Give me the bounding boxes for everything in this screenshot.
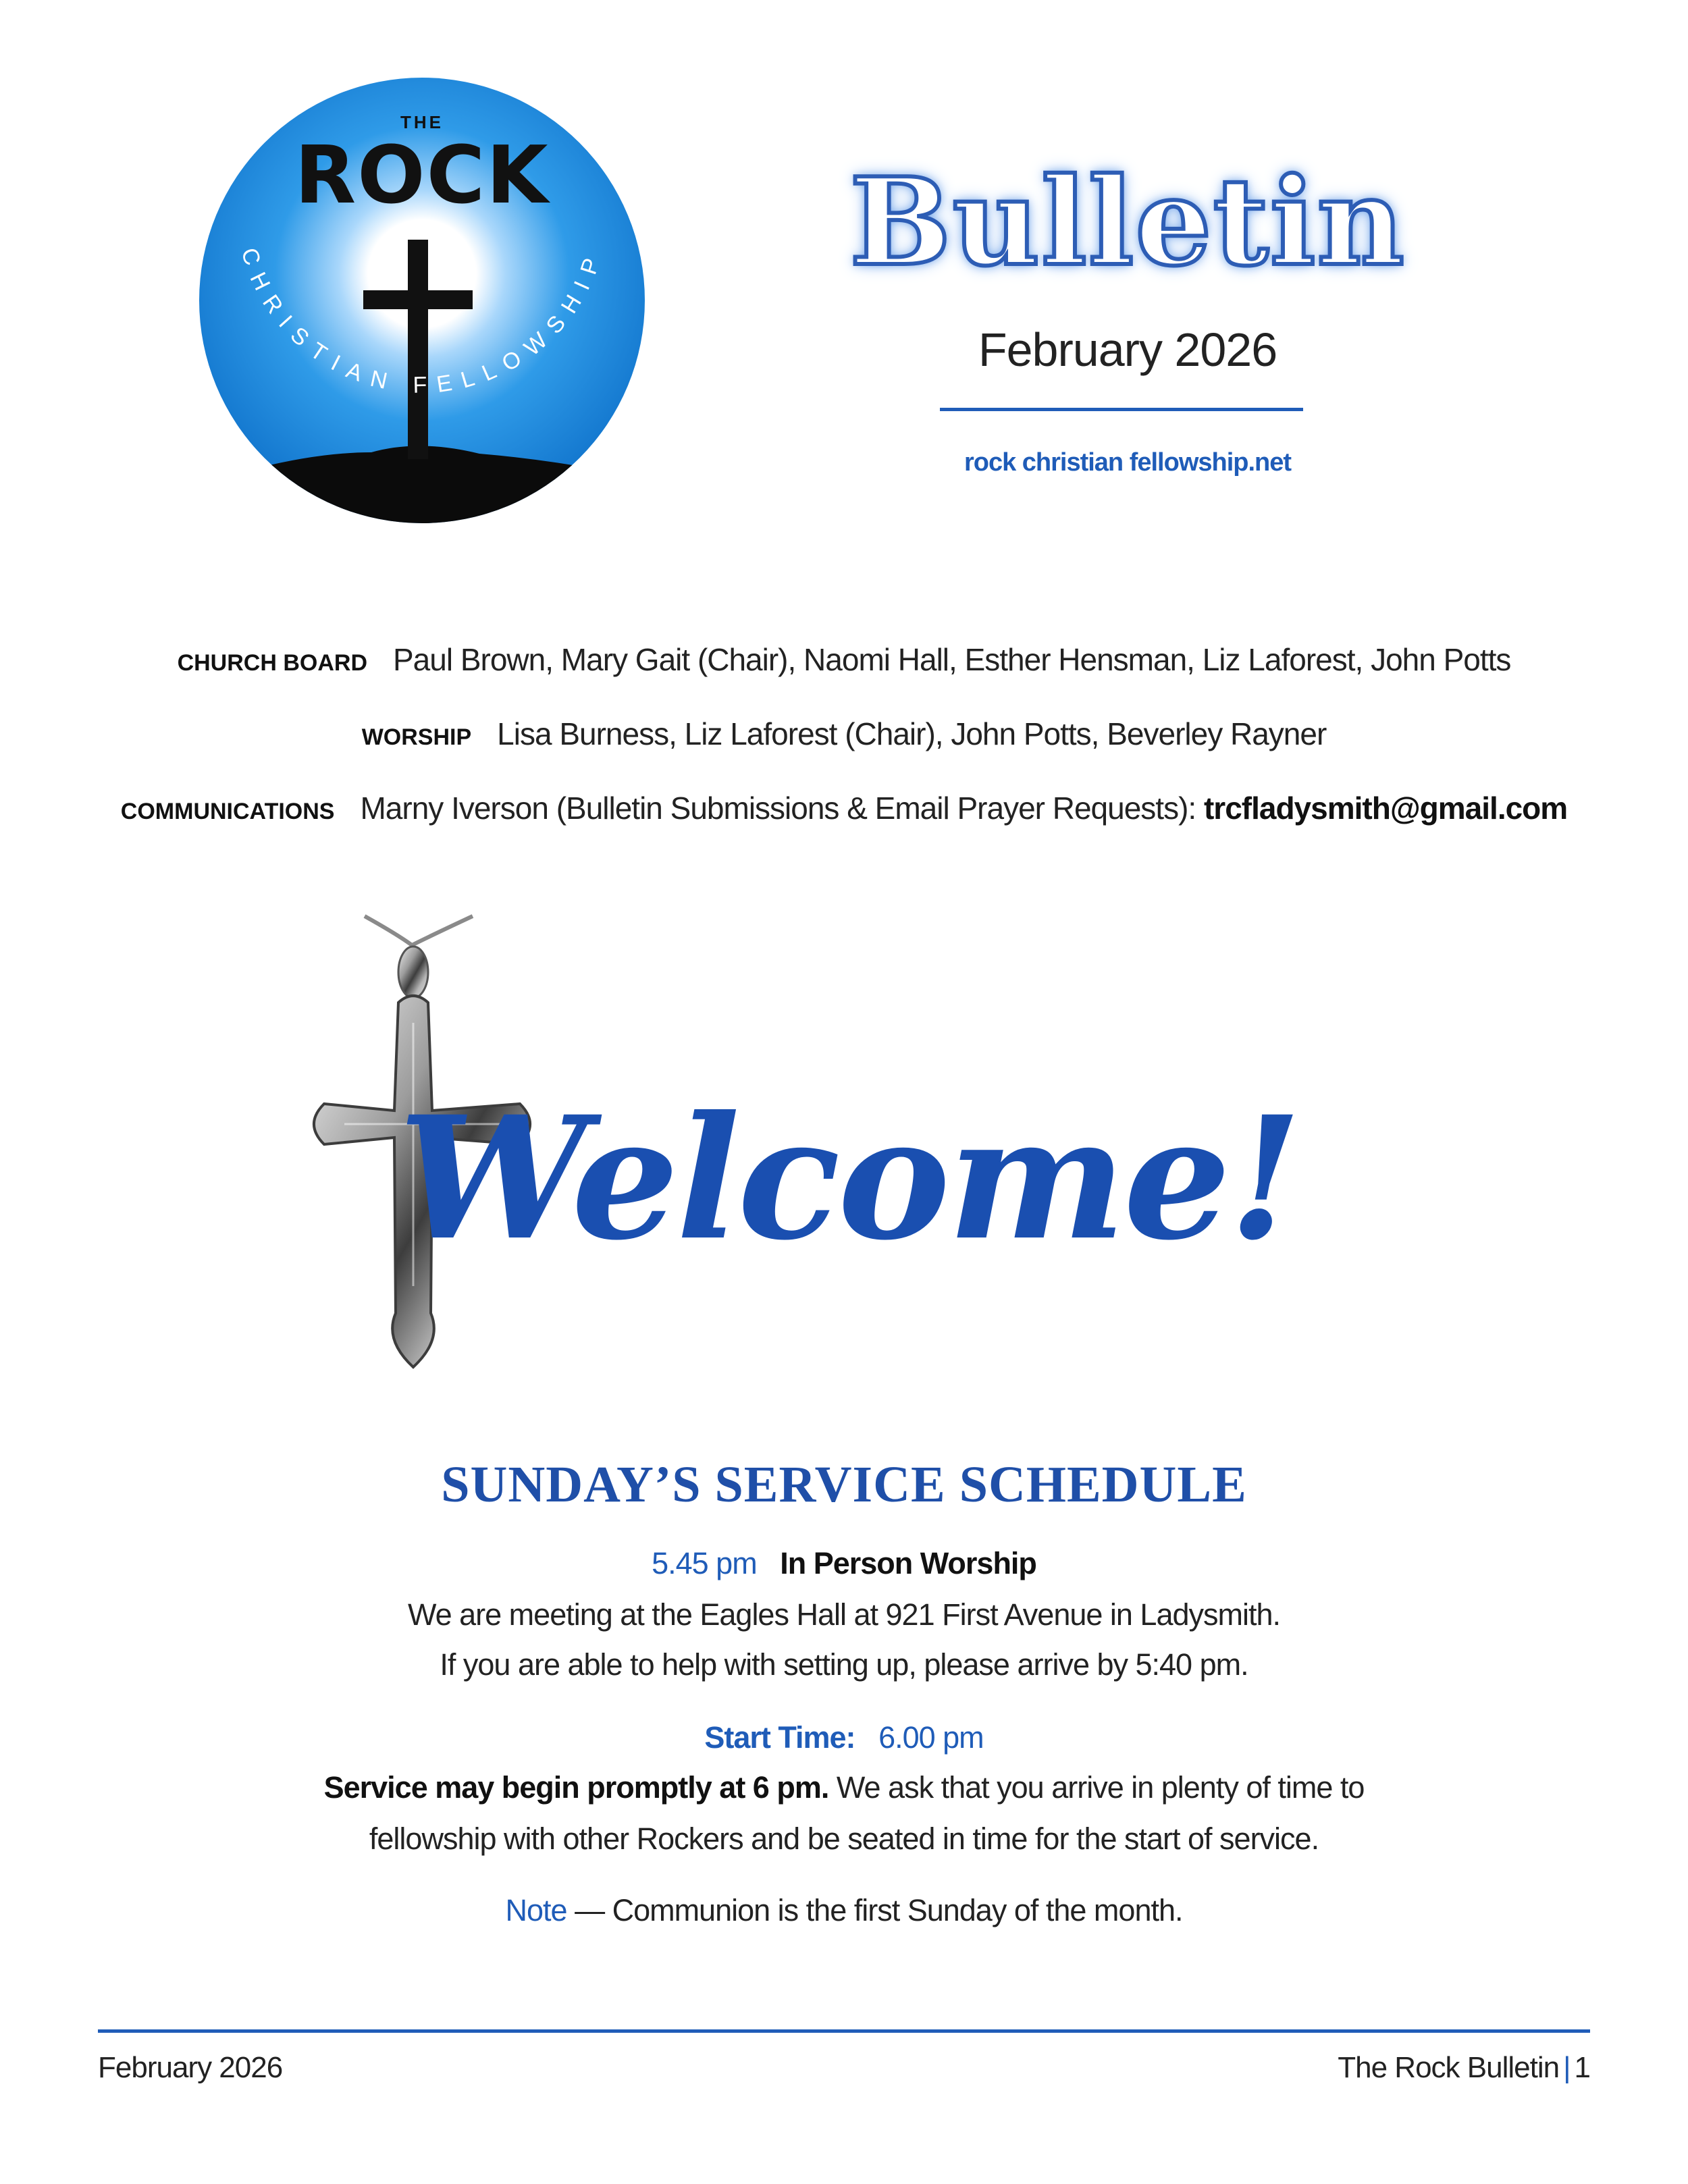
footer-date: February 2026: [98, 2051, 283, 2084]
communications-label: COMMUNICATIONS: [120, 799, 335, 824]
welcome-heading: Welcome!: [398, 1079, 1300, 1277]
in-person-title: In Person Worship: [780, 1546, 1036, 1580]
prompt-start-bold: Service may begin promptly at 6 pm.: [323, 1770, 829, 1805]
communications-email[interactable]: trcfladysmith@gmail.com: [1203, 791, 1568, 826]
note-label: Note: [505, 1893, 567, 1927]
bulletin-title: Bulletin: [849, 151, 1406, 292]
communications-line: [0, 790, 1688, 826]
logo-cross-vertical: [408, 240, 428, 459]
church-board-label: CHURCH BOARD: [177, 650, 367, 676]
fellowship-line: fellowship with other Rockers and be seated in time for the start of service.: [369, 1821, 1319, 1856]
communion-note: [0, 1893, 1688, 1928]
footer-publication-name: The Rock Bulletin: [1338, 2051, 1560, 2084]
footer-publication: [1338, 2051, 1590, 2085]
communications-members: Marny Iverson (Bulletin Submissions & Email Prayer Requests):: [360, 791, 1196, 826]
meeting-location: We are meeting at the Eagles Hall at 921 First Avenue in Ladysmith.: [407, 1597, 1281, 1632]
logo-ring-text: CHRISTIAN FELLOWSHIP: [236, 244, 608, 398]
footer-separator: |: [1563, 2051, 1571, 2084]
logo-rock-text: ROCK: [294, 128, 550, 221]
in-person-worship-line: [0, 1546, 1688, 1581]
rock-christian-fellowship-logo: [196, 74, 648, 527]
prompt-start-line: [0, 1770, 1688, 1805]
start-time-label: Start Time:: [704, 1720, 855, 1755]
schedule-heading: SUNDAY’S SERVICE SCHEDULE: [441, 1456, 1247, 1513]
church-board-members: Paul Brown, Mary Gait (Chair), Naomi Hall, Esther Hensman, Liz Laforest, John Potts: [393, 642, 1511, 677]
footer-divider: [98, 2029, 1590, 2033]
logo-the-text: THE: [400, 112, 444, 132]
start-time-line: [0, 1720, 1688, 1755]
worship-label: WORSHIP: [361, 724, 472, 750]
church-board-line: [0, 641, 1688, 678]
issue-date: February 2026: [978, 323, 1277, 376]
in-person-time: 5.45 pm: [652, 1546, 757, 1580]
header-divider: [940, 408, 1303, 411]
website-link[interactable]: rock christian fellowship.net: [964, 448, 1292, 477]
start-time-value: 6.00 pm: [878, 1720, 984, 1755]
worship-members: Lisa Burness, Liz Laforest (Chair), John Potts, Beverley Rayner: [497, 716, 1327, 751]
setup-note: If you are able to help with setting up, please arrive by 5:40 pm.: [440, 1647, 1248, 1682]
prompt-start-rest: We ask that you arrive in plenty of time to: [836, 1770, 1365, 1805]
note-text: — Communion is the first Sunday of the month.: [575, 1893, 1183, 1927]
page-number: 1: [1574, 2051, 1590, 2084]
logo-cross-horizontal: [363, 290, 473, 309]
worship-line: [0, 716, 1688, 752]
